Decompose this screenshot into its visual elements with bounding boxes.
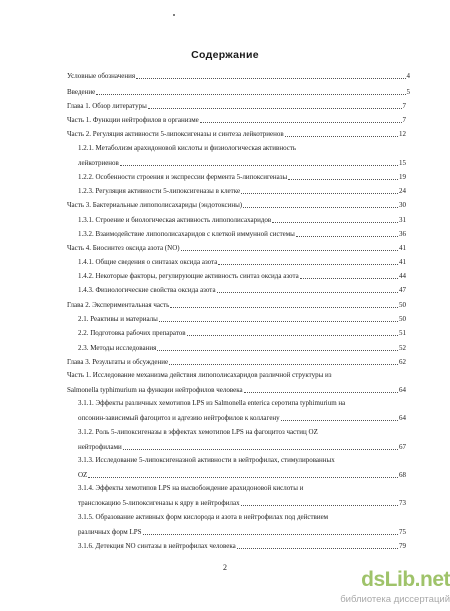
dot-leader — [136, 71, 405, 79]
dot-leader — [169, 357, 398, 365]
toc-entry-page: 7 — [402, 102, 406, 110]
toc-entry-page: 50 — [399, 315, 406, 323]
toc-entry-label: 1.4.1. Общие сведения о синтазах оксида азота — [78, 258, 218, 266]
toc-entry[interactable] — [78, 343, 406, 353]
dot-leader — [88, 470, 398, 478]
dot-leader — [244, 385, 398, 393]
toc-entry-page: 15 — [399, 159, 406, 167]
toc-entry-page: 12 — [399, 130, 406, 138]
toc-entry-page: 41 — [399, 258, 406, 266]
toc-entry[interactable] — [78, 229, 406, 239]
toc-entry-page: 75 — [399, 528, 406, 536]
toc-entry-label: лейкотриенов — [78, 159, 119, 167]
dot-leader — [288, 172, 398, 180]
dot-leader — [170, 300, 398, 308]
toc-entry-page: 24 — [399, 187, 406, 195]
toc-entry[interactable] — [78, 215, 406, 225]
toc-entry-line1: 1.2.1. Метаболизм арахидоновой кислоты и физиологическая активность — [78, 144, 297, 152]
toc-entry[interactable] — [67, 129, 406, 139]
toc-entry-label: различных форм LPS — [78, 528, 142, 536]
toc-entry-label: Введение — [67, 88, 96, 96]
toc-entry-page: 5 — [406, 88, 410, 96]
toc-entry-line1: 3.1.4. Эффекты хемотипов LPS на высвобождение арахидоновой кислоты и — [78, 484, 304, 492]
toc-entry-label: OZ — [78, 471, 88, 479]
dot-leader — [96, 87, 405, 95]
toc-entry-page: 50 — [399, 301, 406, 309]
toc-entry-page: 62 — [399, 358, 406, 366]
toc-entry-page: 44 — [399, 272, 406, 280]
toc-entry[interactable] — [78, 271, 406, 281]
toc-entry[interactable] — [78, 314, 406, 324]
dot-leader — [241, 186, 398, 194]
toc-entry-label: Глава 3. Результаты и обсуждение — [67, 358, 169, 366]
toc-entry-page: 41 — [399, 244, 406, 252]
toc-entry-page: 47 — [399, 286, 406, 294]
toc-entry-label: 2.2. Подготовка рабочих препаратов — [78, 329, 186, 337]
toc-entry-label: 2.1. Реактивы и материалы — [78, 315, 158, 323]
toc-entry-label: Часть 2. Регуляция активности 5-липоксигеназы и синтеза лейкотриенов — [67, 130, 284, 138]
toc-entry[interactable] — [78, 541, 406, 551]
toc-entry-label: транслокацию 5-липоксигеназы к ядру в нейтрофилах — [78, 499, 240, 507]
toc-entry-page: 64 — [399, 414, 406, 422]
toc-entry[interactable] — [67, 357, 406, 367]
toc-entry[interactable] — [78, 413, 406, 423]
dot-leader — [181, 243, 398, 251]
toc-entry-page: 73 — [399, 499, 406, 507]
toc-entry[interactable] — [67, 385, 406, 395]
dot-leader — [217, 285, 398, 293]
dot-leader — [120, 158, 398, 166]
dot-leader — [237, 541, 398, 549]
toc-entry[interactable] — [78, 328, 406, 338]
toc-entry[interactable] — [78, 470, 406, 480]
toc-entry[interactable] — [78, 172, 406, 182]
toc-entry-label: Условные обозначения — [67, 72, 136, 80]
watermark-logo: dsLib.net — [361, 568, 450, 591]
toc-entry-label: 1.4.3. Физиологические свойства оксида азота — [78, 286, 216, 294]
page-number: 2 — [223, 563, 227, 572]
toc-entry-page: 67 — [399, 443, 406, 451]
dot-leader — [296, 229, 398, 237]
toc-entry-label: Часть 3. Бактериальные липополисахариды (эндотоксины) — [67, 201, 243, 209]
dot-leader — [218, 257, 398, 265]
dot-leader — [300, 271, 398, 279]
toc-entry-page: 64 — [399, 386, 406, 394]
toc-entry-label: 3.1.6. Детекция NO синтазы в нейтрофилах человека — [78, 542, 236, 550]
dot-leader — [123, 442, 398, 450]
dot-leader — [200, 115, 402, 123]
toc-entry-page: 51 — [399, 329, 406, 337]
toc-entry-page: 52 — [399, 344, 406, 352]
toc-entry[interactable] — [67, 300, 406, 310]
toc-entry-page: 79 — [399, 542, 406, 550]
toc-entry[interactable] — [78, 442, 406, 452]
toc-entry-line1: 3.1.3. Исследование 5-липоксигеназной активности в нейтрофилах, стимулированных — [78, 456, 335, 464]
dot-leader — [281, 413, 398, 421]
toc-entry-label: 1.2.3. Регуляция активности 5-липоксигеназы в клетке — [78, 187, 241, 195]
toc-entry[interactable] — [78, 498, 406, 508]
toc-entry[interactable] — [67, 243, 406, 253]
dot-leader — [243, 200, 398, 208]
toc-entry-line1: 3.1.2. Роль 5-липоксигеназы в эффектах хемотипов LPS на фагоцитоз частиц OZ — [78, 428, 318, 436]
watermark-subtitle: библиотека диссертаций — [340, 594, 450, 605]
toc-entry-page: 4 — [406, 72, 410, 80]
toc-entry[interactable] — [78, 527, 406, 537]
toc-entry[interactable] — [67, 101, 406, 111]
dot-leader — [241, 498, 398, 506]
toc-entry[interactable] — [67, 71, 410, 81]
dot-leader — [285, 129, 398, 137]
toc-entry-page: 36 — [399, 230, 406, 238]
dot-leader — [148, 101, 402, 109]
toc-entry-page: 31 — [399, 216, 406, 224]
dot-leader — [143, 527, 398, 535]
toc-entry-label: Глава 1. Обзор литературы — [67, 102, 147, 110]
toc-entry-page: 68 — [399, 471, 406, 479]
toc-entry[interactable] — [67, 115, 406, 125]
toc-entry-label: нейтрофилами — [78, 443, 122, 451]
toc-entry[interactable] — [78, 285, 406, 295]
toc-entry-page: 30 — [399, 201, 406, 209]
toc-entry-page: 19 — [399, 173, 406, 181]
toc-entry-label: опсонин-зависимый фагоцитоз и адгезию нейтрофилов к коллагену — [78, 414, 280, 422]
toc-entry[interactable] — [67, 200, 406, 210]
toc-entry-label: 1.2.2. Особенности строения и экспрессии фермента 5-липоксигеназы — [78, 173, 288, 181]
toc-entry-label: Часть 1. Функции нейтрофилов в организме — [67, 116, 199, 124]
dot-leader — [159, 314, 398, 322]
toc-entry-line1: Часть 1. Исследование механизма действия липополисахаридов различной структуры из — [67, 371, 332, 379]
toc-entry-label: 1.4.2. Некоторые факторы, регулирующие активность синтаз оксида азота — [78, 272, 299, 280]
toc-entry[interactable] — [78, 158, 406, 168]
dot-leader — [187, 328, 398, 336]
toc-entry-line1: 3.1.5. Образование активных форм кислорода и азота в нейтрофилах под действием — [78, 513, 329, 521]
toc-entry-page: 7 — [402, 116, 406, 124]
page-title: Содержание — [191, 49, 259, 61]
dot-leader — [272, 215, 398, 223]
watermark — [338, 567, 450, 611]
toc-entry-label: Часть 4. Биосинтез оксида азота (NO) — [67, 244, 180, 252]
toc-entry[interactable] — [78, 257, 406, 267]
toc-entry-line1: 3.1.1. Эффекты различных хемотипов LPS из Salmonella enterica серотипа typhimurium на — [78, 399, 346, 407]
toc-entry[interactable] — [78, 186, 406, 196]
toc-entry[interactable] — [67, 87, 410, 97]
toc-entry-label: 2.3. Методы исследования — [78, 344, 157, 352]
toc-entry-label: 1.3.2. Взаимодействие липополисахаридов с клеткой иммунной системы — [78, 230, 295, 238]
toc-entry-label: Глава 2. Экспериментальная часть — [67, 301, 170, 309]
toc-entry-label: Salmonella typhimurium на функции нейтрофилов человека — [67, 386, 243, 394]
toc-entry-label: 1.3.1. Строение и биологическая активность липополисахаридов — [78, 216, 272, 224]
dot-leader — [157, 343, 398, 351]
